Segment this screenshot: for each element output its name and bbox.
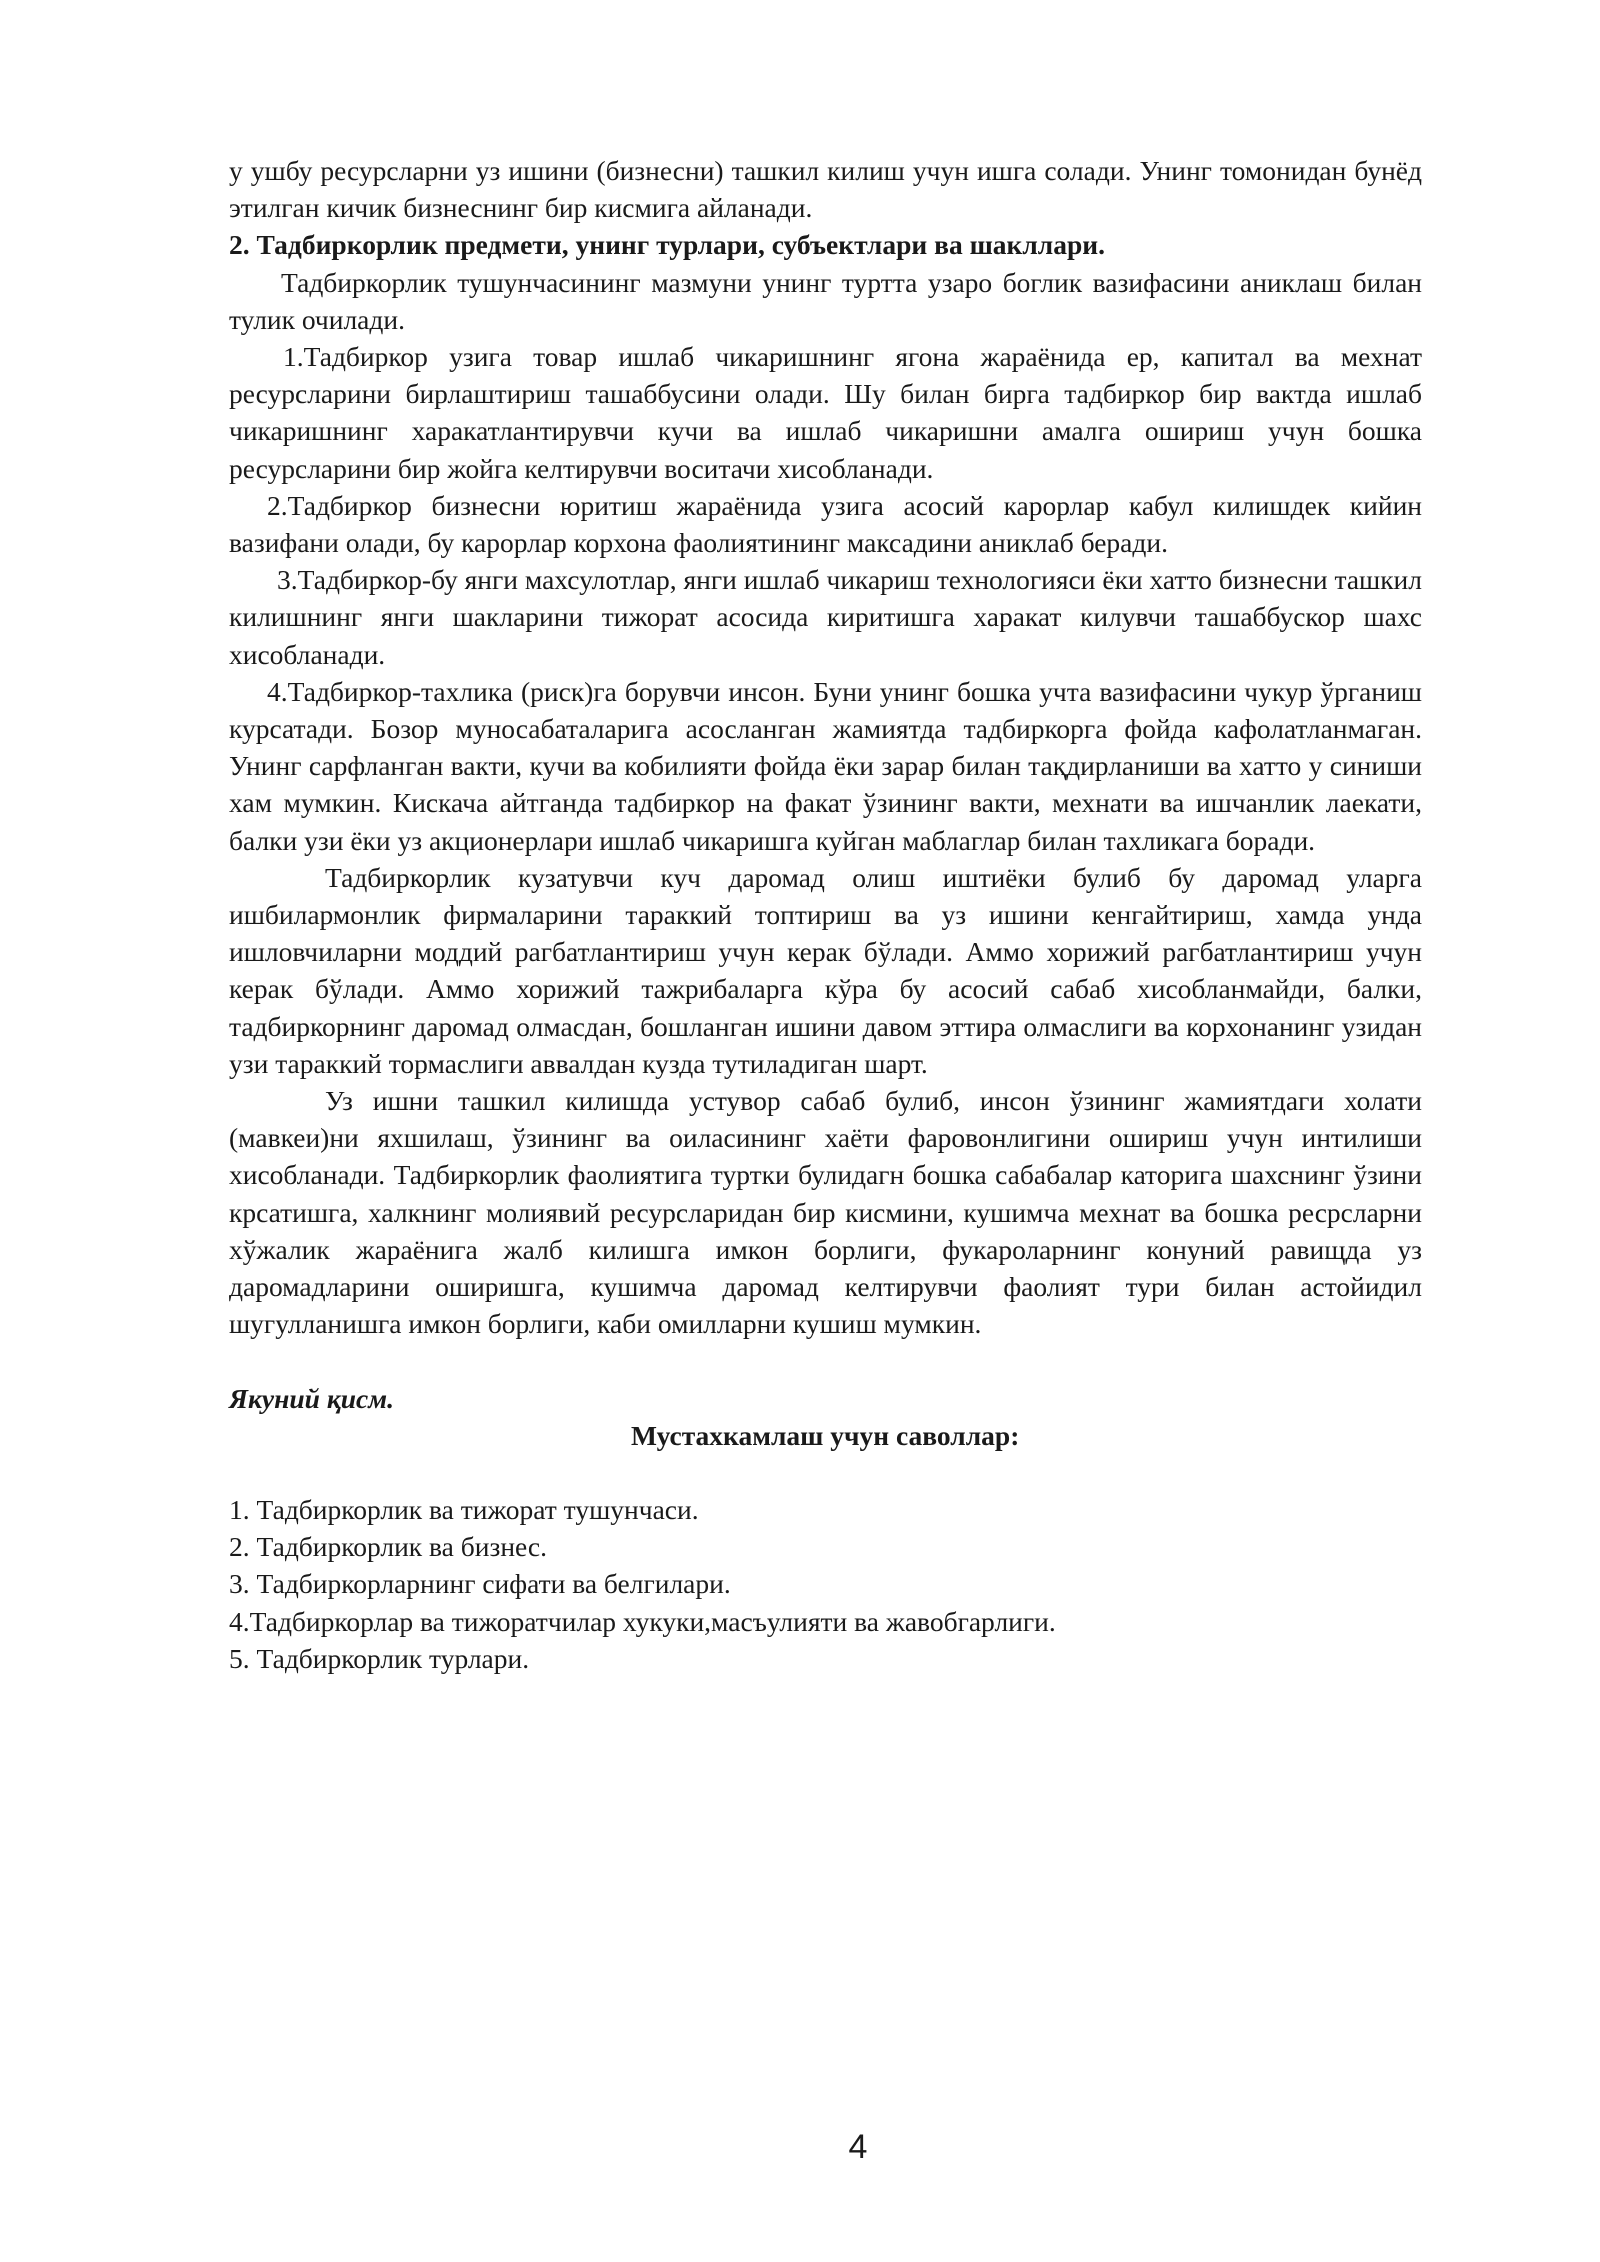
paragraph-priority-reason: Уз ишни ташкил килишда устувор сабаб булиб, инсон ўзининг жамиятдаги холати (мавкеи)ни яхшилаш, ўзининг ва оиласининг хаёти фаровонлигини ошириш учун интилиши хисобланади. Тадбиркорлик фаолиятига туртки булидагн бошка сабабалар каторига шахснинг ўзини крсатишга, халкнинг молиявий ресурсларидан бир кисмини, кушимча мехнат ва бошка ресрсларни хўжалик жараёнига жалб килишга имкон борлиги, фукароларнинг конуний равищда уз даромадларини оширишга, кушимча даромад келтирувчи фаолият тури билан астойидил шугулланишга имкон борлиги, каби омилларни кушиш мумкин. bbox=[229, 1085, 1422, 1340]
questions-title: Мустахкамлаш учун саволлар: bbox=[631, 1419, 1020, 1451]
final-section-label: Якуний қисм. bbox=[229, 1382, 394, 1414]
paragraph-function-1: 1.Тадбиркор узига товар ишлаб чикаришнинг ягона жараёнида ер, капитал ва мехнат ресурсларини бирлаштириш ташаббусини олади. Шу билан бирга тадбиркор бир вактда ишлаб чикаришнинг харакатлантирувчи кучи ва ишлаб чикаришни амалга ошириш учун бошка ресурсларини бир жойга келтирувчи воситачи хисобланади. bbox=[229, 341, 1422, 484]
question-item: 5. Тадбиркорлик турлари. bbox=[229, 1642, 530, 1674]
question-item: 4.Тадбиркорлар ва тижоратчилар хукуки,масъулияти ва жавобгарлиги. bbox=[229, 1605, 1056, 1637]
paragraph-concept: Тадбиркорлик тушунчасининг мазмуни унинг туртта узаро боглик вазифасини аниклаш билан тулик очилади. bbox=[229, 266, 1422, 335]
page-number: 4 bbox=[848, 2128, 868, 2166]
document-page bbox=[229, 152, 1422, 1677]
question-item: 2. Тадбиркорлик ва бизнес. bbox=[229, 1531, 548, 1563]
question-item: 1. Тадбиркорлик ва тижорат тушунчаси. bbox=[229, 1493, 699, 1525]
question-item: 3. Тадбиркорларнинг сифати ва белгилари. bbox=[229, 1568, 731, 1600]
paragraph-intro: у ушбу ресурсларни уз ишини (бизнесни) ташкил килиш учун ишга солади. Унинг томонидан бунёд этилган кичик бизнеснинг бир кисмига айланади. bbox=[229, 155, 1422, 224]
paragraph-motivation: Тадбиркорлик кузатувчи куч даромад олиш иштиёки булиб бу даромад уларга ишбилармонлик фирмаларини тараккий топтириш ва уз ишини кенгайтириш, хамда унда ишловчиларни моддий рагбатлантириш учун керак бўлади. Аммо хорижий рагбатлантириш учун керак бўлади. Аммо хорижий тажрибаларга кўра бу асосий сабаб хисобланмайди, балки, тадбиркорнинг даромад олмасдан, бошланган ишини давом эттира олмаслиги ва корхонанинг узидан узи тараккий тормаслиги аввалдан кузда тутиладиган шарт. bbox=[229, 861, 1422, 1079]
section-heading: 2. Тадбиркорлик предмети, унинг турлари, субъектлари ва шакллари. bbox=[229, 229, 1105, 261]
paragraph-function-2: 2.Тадбиркор бизнесни юритиш жараёнида узига асосий карорлар кабул килишдек кийин вазифани олади, бу карорлар корхона фаолиятининг максадини аниклаб беради. bbox=[229, 489, 1422, 559]
questions-list bbox=[229, 1491, 1422, 1677]
spacer bbox=[229, 1343, 1422, 1380]
paragraph-function-3: 3.Тадбиркор-бу янги махсулотлар, янги ишлаб чикариш технологияси ёки хатто бизнесни ташкил килишнинг янги шакларини тижорат асосида киритишга харакат килувчи ташаббускор шахс хисобланади. bbox=[229, 564, 1422, 670]
paragraph-function-4: 4.Тадбиркор-тахлика (риск)га борувчи инсон. Буни унинг бошка учта вазифасини чукур ўрганиш курсатади. Бозор муносабаталарига асосланган жамиятда тадбиркорга фойда кафолатланмаган. Унинг сарфланган вакти, кучи ва кобилияти фойда ёки зарар билан тақдирланиши ва хатто у синиши хам мумкин. Кискача айтганда тадбиркор на факат ўзининг вакти, мехнати ва ишчанлик лаекати, балки узи ёки уз акционерлари ишлаб чикаришга куйган маблаглар билан тахликага боради. bbox=[229, 675, 1422, 856]
spacer bbox=[229, 1454, 1422, 1491]
